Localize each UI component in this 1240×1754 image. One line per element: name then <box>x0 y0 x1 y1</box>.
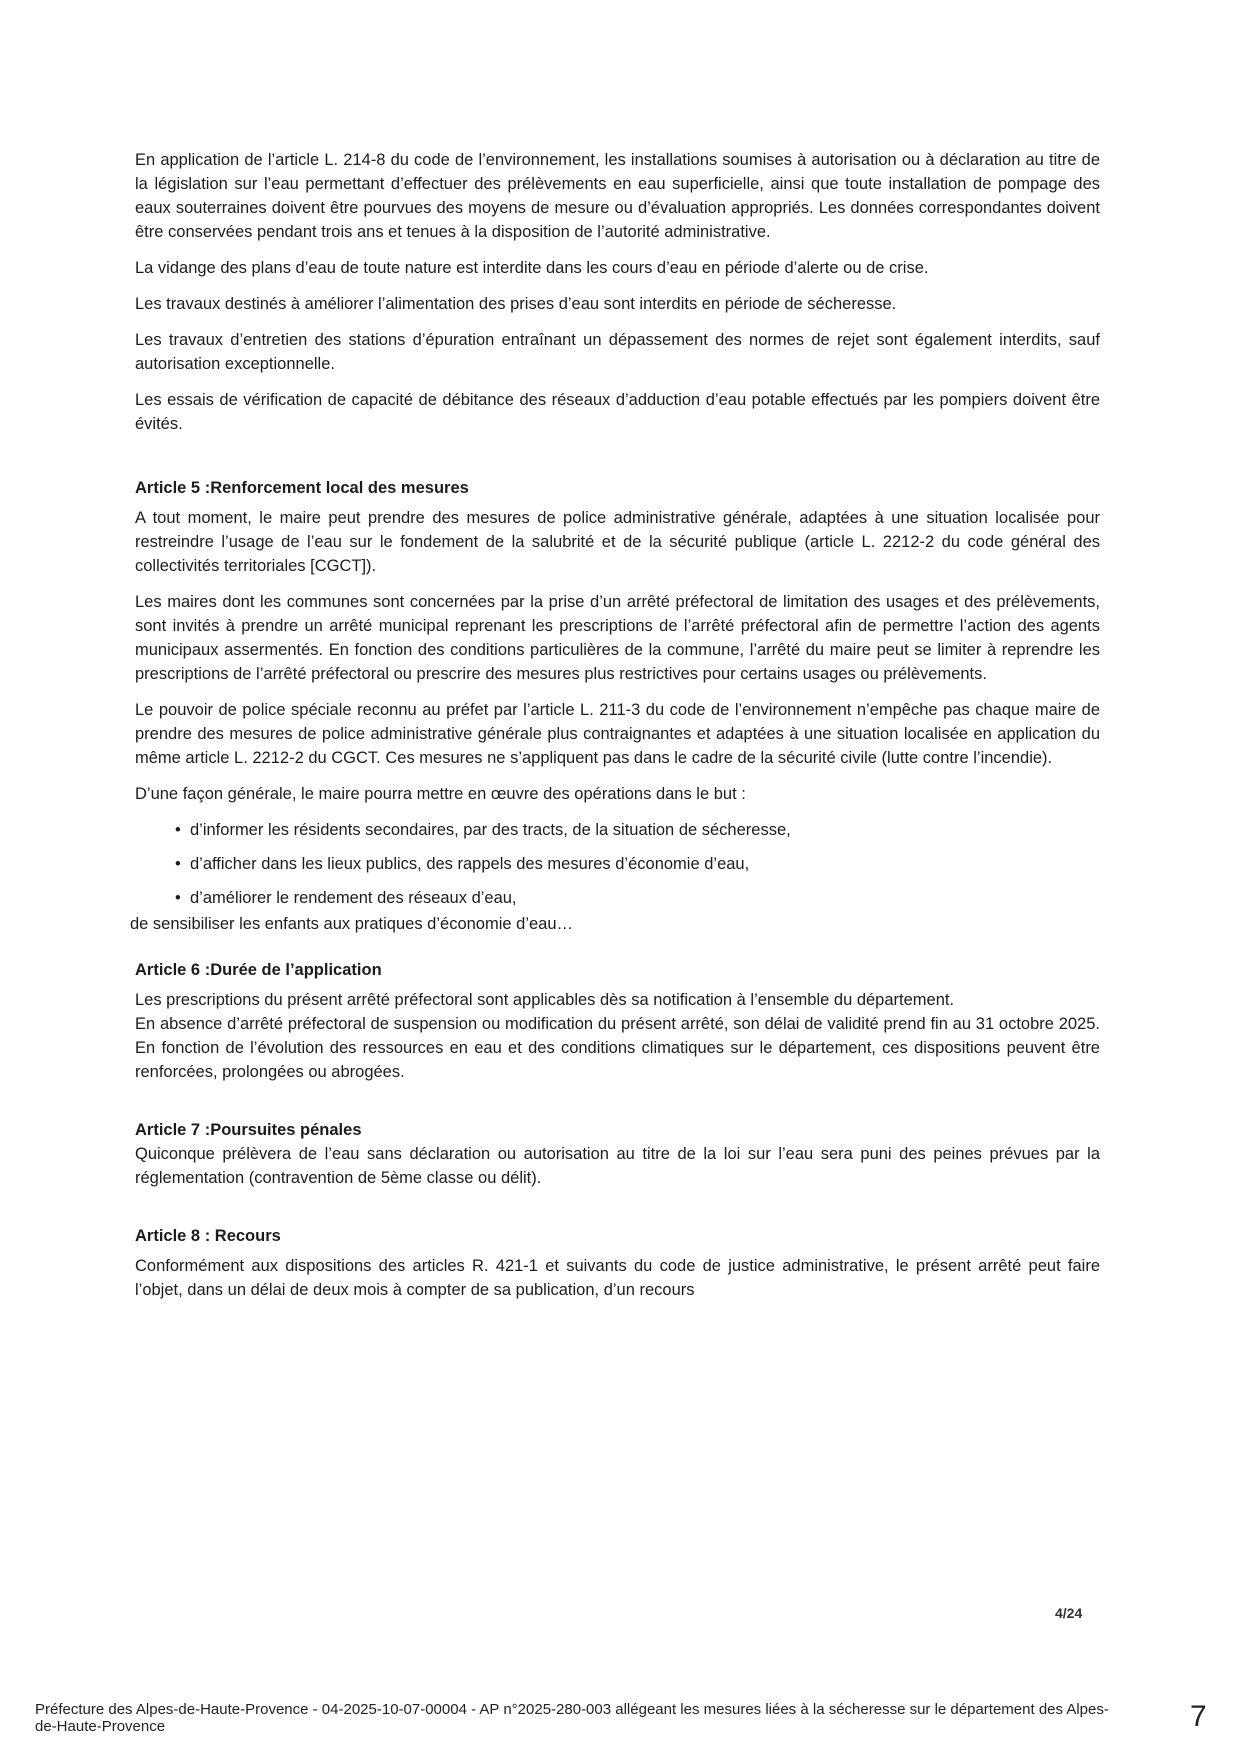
article-5-paragraph-4: D’une façon générale, le maire pourra mettre en œuvre des opérations dans le but : <box>135 785 746 803</box>
article-5-paragraph-3: Le pouvoir de police spéciale reconnu au préfet par l’article L. 211-3 du code de l’environnement n’empêche pas chaque maire de prendre des mesures de police administrative générale plus contraignantes et adaptées à une situation localisée en application du même article L. 2212-2 du CGCT. Ces mesures ne s’appliquent pas dans le cadre de la sécurité civile (lutte contre l’incendie). <box>135 701 1100 767</box>
bullet-text: d’informer les résidents secondaires, par des tracts, de la situation de sécheresse, <box>190 821 791 839</box>
bullet-icon: • <box>175 889 181 907</box>
article-6-section <box>135 958 1100 1084</box>
article-5-section <box>130 476 1100 936</box>
intro-paragraph-3: Les travaux destinés à améliorer l’alimentation des prises d’eau sont interdits en période de sécheresse. <box>135 295 897 313</box>
intro-paragraph-4: Les travaux d’entretien des stations d’épuration entraînant un dépassement des normes de rejet sont également interdits, sauf autorisation exceptionnelle. <box>135 331 1100 373</box>
article-7-paragraph-1: Quiconque prélèvera de l’eau sans déclaration ou autorisation au titre de la loi sur l’eau sera puni des peines prévues par la réglementation (contravention de 5ème classe ou délit). <box>135 1145 1100 1187</box>
bullet-text: d’améliorer le rendement des réseaux d’eau, <box>190 889 517 907</box>
intro-paragraph-5: Les essais de vérification de capacité de débitance des réseaux d’adduction d’eau potable effectués par les pompiers doivent être évités. <box>135 391 1100 433</box>
article-7-section <box>135 1118 1100 1190</box>
article-6-paragraph-2: En absence d’arrêté préfectoral de suspension ou modification du présent arrêté, son délai de validité prend fin au 31 octobre 2025. En fonction de l’évolution des ressources en eau et des conditions climatiques sur le département, ces dispositions peuvent être renforcées, prolongées ou abrogées. <box>135 1015 1100 1081</box>
article-5-trailing-line: de sensibiliser les enfants aux pratiques d’économie d’eau… <box>130 915 574 933</box>
article-5-bullet-list <box>135 818 1100 910</box>
article-6-paragraph-1: Les prescriptions du présent arrêté préfectoral sont applicables dès sa notification à l’ensemble du département. <box>135 991 955 1009</box>
article-8-heading: Article 8 : Recours <box>135 1227 281 1245</box>
bullet-item <box>135 818 1100 842</box>
bullet-item <box>135 852 1100 876</box>
page-number: 4/24 <box>1055 1605 1083 1621</box>
document-body <box>130 148 1100 1314</box>
article-5-paragraph-2: Les maires dont les communes sont concernées par la prise d’un arrêté préfectoral de limitation des usages et des prélèvements, sont invités à prendre un arrêté municipal reprenant les prescriptions de l’arrêté préfectoral afin de permettre l’action des agents municipaux assermentés. En fonction des conditions particulières de la commune, l’arrêté du maire peut se limiter à reprendre les prescriptions de l’arrêté préfectoral ou prescrire des mesures plus restrictives pour certains usages ou prélèvements. <box>135 593 1100 683</box>
footer-text: Préfecture des Alpes-de-Haute-Provence - 04-2025-10-07-00004 - AP n°2025-280-003 allégeant les mesures liées à la sécheresse sur le département des Alpes-de-Haute-Provence <box>35 1701 1109 1735</box>
bullet-icon: • <box>175 855 181 873</box>
article-5-paragraph-1: A tout moment, le maire peut prendre des mesures de police administrative générale, adaptées à une situation localisée pour restreindre l’usage de l’eau sur le fondement de la salubrité et de la sécurité publique (article L. 2212-2 du code général des collectivités territoriales [CGCT]). <box>135 509 1100 575</box>
bullet-item <box>135 886 1100 910</box>
intro-paragraph-2: La vidange des plans d’eau de toute nature est interdite dans les cours d’eau en période d’alerte ou de crise. <box>135 259 929 277</box>
article-7-heading: Article 7 :Poursuites pénales <box>135 1121 362 1139</box>
article-8-paragraph-1: Conformément aux dispositions des articles R. 421-1 et suivants du code de justice administrative, le présent arrêté peut faire l’objet, dans un délai de deux mois à compter de sa publication, d’un recours <box>135 1257 1100 1299</box>
article-6-heading: Article 6 :Durée de l’application <box>135 961 382 979</box>
footer-page-number: 7 <box>1190 1700 1207 1733</box>
article-5-heading: Article 5 :Renforcement local des mesures <box>135 479 469 497</box>
article-8-section <box>135 1224 1100 1302</box>
intro-paragraph-1: En application de l’article L. 214-8 du code de l’environnement, les installations soumises à autorisation ou à déclaration au titre de la législation sur l’eau permettant d’effectuer des prélèvements en eau superficielle, ainsi que toute installation de pompage des eaux souterraines doivent être pourvues des moyens de mesure ou d’évaluation appropriés. Les données correspondantes doivent être conservées pendant trois ans et tenues à la disposition de l’autorité administrative. <box>135 151 1100 241</box>
bullet-text: d’afficher dans les lieux publics, des rappels des mesures d’économie d’eau, <box>190 855 750 873</box>
bullet-icon: • <box>175 821 181 839</box>
